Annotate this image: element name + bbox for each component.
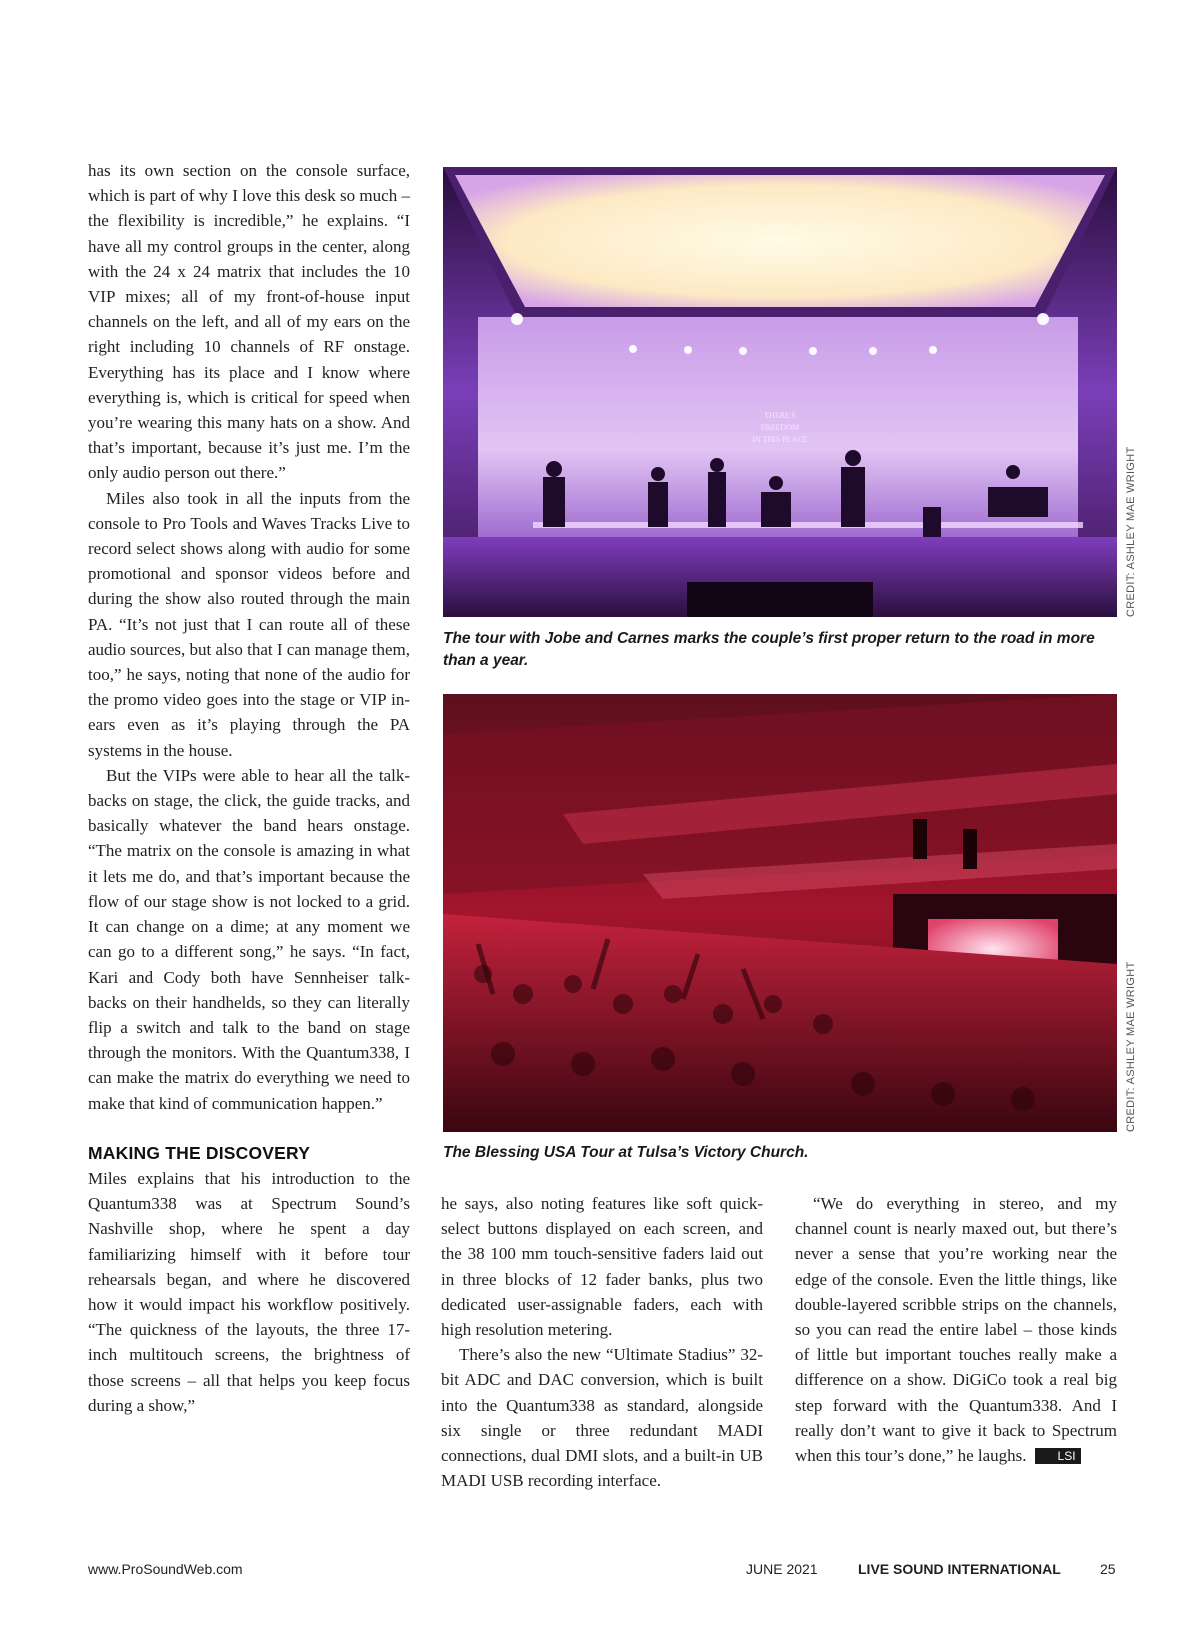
- body-paragraph: There’s also the new “Ultimate Stadius” 32-bit ADC and DAC conversion, which is built into the Quantum338 as standard, alongside six single or three redundant MADI connections, dual DMI slots, and a built-in UB MADI USB recording interface.: [441, 1345, 763, 1491]
- body-paragraph: he says, also noting features like soft quick-select buttons displayed on each screen, and the 38 100 mm touch-sensitive faders laid out in three blocks of 12 fader banks, plus two dedicated user-assignable faders, each with high resolution metering.: [441, 1194, 763, 1340]
- svg-text:IN THIS PLACE: IN THIS PLACE: [752, 435, 808, 444]
- body-paragraph: “We do everything in stereo, and my channel count is nearly maxed out, but there’s never a sense that you’re working near the edge of the console. Even the little things, like double-layered scribble strips on the channels, so you can read the entire label – those kinds of little but important touches really make a difference on a show. DiGiCo took a real big step forward with the Quantum338. And I really don’t want to give it back to Spectrum when this tour’s done,” he laughs. LSI: [795, 1194, 1117, 1466]
- venue-photo-image: [443, 694, 1117, 1132]
- body-paragraph: But the VIPs were able to hear all the talk-backs on stage, the click, the guide tracks, and basically whatever the band hears onstage. “The matrix on the console is amazing in what it lets me do, and that’s important because the flow of our stage show is not locked to a grid. It can change on a dime; at any moment we can go to a different song,” he says. “In fact, Kari and Cody both have Sennheiser talk-backs on their handhelds, so they can literally flip a switch and talk to the band on stage through the monitors. With the Quantum338, I can make the matrix do everything we need to make that kind of communication happen.”: [88, 765, 410, 1113]
- article-column-3: [795, 1191, 1117, 1468]
- body-paragraph: has its own section on the console surface, which is part of why I love this desk so much – the flexibility is incredible,” he explains. “I have all my control groups in the center, along with the 24 x 24 matrix that includes the 10 VIP mixes; all of my front-of-house input channels on the left, and all of my ears on the right including 10 channels of RF onstage. Everything has its place and I know where everything is, which is critical for speed when you’re wearing this many hats on a show. And that’s important, because it’s just me. I’m the only audio person out there.”: [88, 161, 410, 483]
- article-column-1: [88, 158, 410, 1418]
- photo-credit: CREDIT: ASHLEY MAE WRIGHT: [1125, 446, 1137, 617]
- footer-magazine: LIVE SOUND INTERNATIONAL: [858, 1561, 1061, 1577]
- svg-text:FREEDOM: FREEDOM: [760, 423, 800, 432]
- page-number: 25: [1100, 1561, 1116, 1577]
- stage-photo: [443, 167, 1117, 617]
- venue-photo: [443, 694, 1117, 1132]
- section-heading: MAKING THE DISCOVERY: [88, 1142, 311, 1163]
- footer-url: www.ProSoundWeb.com: [88, 1561, 243, 1577]
- photo-credit: CREDIT: ASHLEY MAE WRIGHT: [1125, 961, 1137, 1132]
- article-column-2: [441, 1191, 763, 1493]
- svg-text:THERE'S: THERE'S: [764, 411, 796, 420]
- end-mark: LSI: [1035, 1448, 1081, 1464]
- stage-photo-image: [443, 167, 1117, 617]
- photo-caption: The tour with Jobe and Carnes marks the couple’s first proper return to the road in more than a year.: [443, 630, 1095, 669]
- body-paragraph: Miles also took in all the inputs from the console to Pro Tools and Waves Tracks Live to record select shows along with audio for some promotional and sponsor videos before and during the show also routed through the main PA. “It’s not just that I can route all of these audio sources, but also that I can manage them, too,” he says, noting that none of the audio for the promo video goes into the stage or VIP in-ears even as it’s playing through the PA systems in the house.: [88, 488, 410, 760]
- body-paragraph: Miles explains that his introduction to the Quantum338 was at Spectrum Sound’s Nashville shop, where he spent a day familiarizing himself with it before tour rehearsals began, and where he discovered how it would impact his workflow positively. “The quickness of the layouts, the three 17-inch multitouch screens, the brightness of those screens – all that helps you keep focus during a show,”: [88, 1168, 410, 1415]
- photo-caption: The Blessing USA Tour at Tulsa’s Victory Church.: [443, 1144, 809, 1161]
- footer-date: JUNE 2021: [746, 1561, 818, 1577]
